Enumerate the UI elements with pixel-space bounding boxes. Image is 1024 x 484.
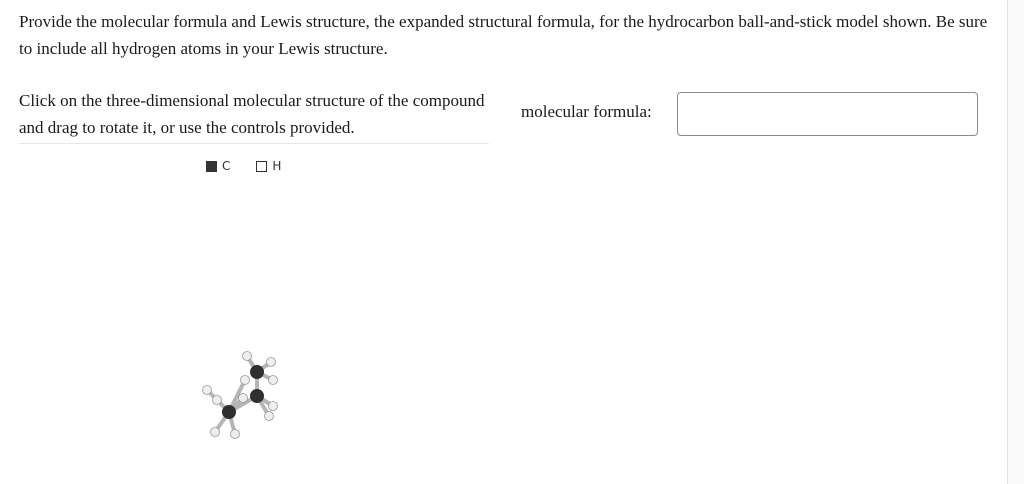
hydrogen-atom-2 [269, 376, 278, 385]
carbon-swatch-icon [206, 161, 217, 172]
legend-item-carbon [206, 159, 230, 173]
carbon-atom-0 [250, 365, 264, 379]
page-scrollbar-edge [1007, 0, 1024, 484]
hydrogen-swatch-icon [256, 161, 267, 172]
carbon-atom-2 [222, 405, 236, 419]
molecule-3d-viewer[interactable] [185, 340, 295, 450]
question-text: Provide the molecular formula and Lewis structure, the expanded structural formula, for the hydrocarbon ball-and-stick model shown. Be sure to include all hydrogen atoms in your Lewis structure. [19, 12, 988, 58]
hydrogen-atom-7 [203, 386, 212, 395]
hydrogen-atom-8 [213, 396, 222, 405]
legend-item-hydrogen [256, 159, 281, 173]
atom-legend [206, 157, 307, 175]
molecular-formula-label: molecular formula: [521, 102, 652, 121]
legend-label-carbon: C [222, 159, 231, 173]
hydrogen-atom-3 [269, 402, 278, 411]
hydrogen-atom-10 [231, 430, 240, 439]
hydrogen-atom-9 [211, 428, 220, 437]
ball-and-stick-model[interactable] [185, 340, 295, 450]
legend-label-hydrogen: H [272, 159, 282, 173]
carbon-atom-1 [250, 389, 264, 403]
hydrogen-atom-4 [265, 412, 274, 421]
hydrogen-atom-5 [241, 376, 250, 385]
molecular-formula-input[interactable] [677, 92, 978, 136]
viewer-instructions: Click on the three-dimensional molecular structure of the compound and drag to rotate it, or use the controls provided. [19, 87, 489, 144]
hydrogen-atom-0 [243, 352, 252, 361]
hydrogen-atom-6 [239, 394, 248, 403]
hydrogen-atom-1 [267, 358, 276, 367]
